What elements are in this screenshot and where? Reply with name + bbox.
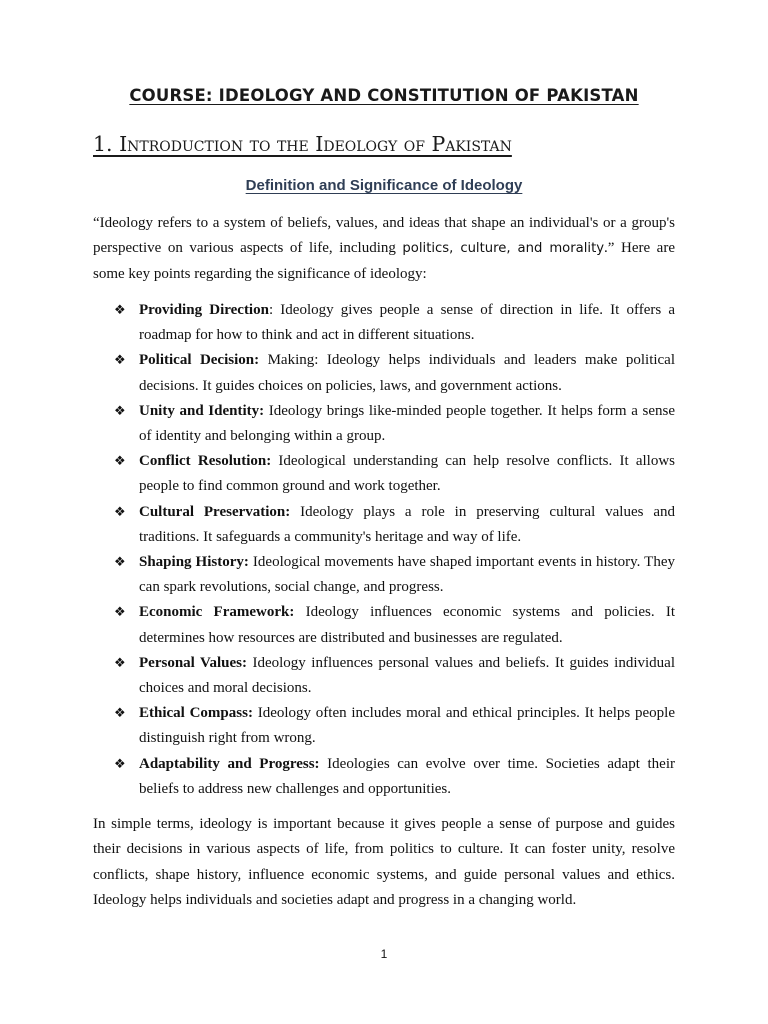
intro-paragraph bbox=[93, 211, 675, 287]
diamond-bullet-icon: ❖ bbox=[114, 454, 126, 470]
intro-text-after: .” Here are some key points regarding the significance of ideology: bbox=[93, 240, 675, 282]
course-title: COURSE: IDEOLOGY AND CONSTITUTION OF PAKISTAN bbox=[129, 86, 639, 105]
diamond-bullet-icon: ❖ bbox=[114, 605, 126, 621]
key-points-list bbox=[93, 298, 675, 802]
key-point-text: Ideology influences personal values and beliefs. It guides individual choices and moral decisions. bbox=[139, 654, 675, 697]
key-point-separator bbox=[294, 604, 305, 620]
key-point-item bbox=[93, 449, 675, 499]
chapter-title: 1. Introduction to the Ideology of Pakistan bbox=[93, 132, 512, 156]
key-point-item bbox=[93, 651, 675, 701]
key-point-text: Ideology plays a role in preserving cultural values and traditions. It safeguards a community's heritage and way of life. bbox=[139, 503, 675, 545]
key-point-item bbox=[93, 298, 675, 348]
key-point-term: Cultural Preservation: bbox=[139, 503, 291, 520]
key-point-term: Ethical Compass: bbox=[139, 705, 253, 722]
key-point-text: Ideological movements have shaped important events in history. They can spark revolutions, social change, and progress. bbox=[139, 554, 676, 596]
intro-terms: politics, culture, and morality bbox=[402, 241, 605, 257]
key-point-text: Ideology brings like-minded people together. It helps form a sense of identity and belonging within a group. bbox=[139, 402, 676, 445]
key-point-text: Making: Ideology helps individuals and leaders make political decisions. It guides choices on policies, laws, and government actions. bbox=[139, 352, 676, 394]
key-point-term: Providing Direction bbox=[139, 302, 269, 318]
diamond-bullet-icon: ❖ bbox=[114, 756, 126, 772]
intro-text-before: “Ideology refers to a system of beliefs, values, and ideas that shape an individual's or a group's perspective on various aspects of life, including bbox=[93, 215, 675, 257]
key-point-text: Ideology influences economic systems and policies. It determines how resources are distributed and businesses are regulated. bbox=[139, 604, 675, 646]
key-point-separator bbox=[290, 504, 300, 520]
key-point-term: Unity and Identity: bbox=[139, 402, 265, 419]
summary-paragraph: In simple terms, ideology is important because it gives people a sense of purpose and guides their decisions in various aspects of life, from politics to culture. It can foster unity, resolve conflicts, shape history, influence economic systems, and guide personal values and ethics. Ideology helps individuals and societies adapt and progress in a changing world. bbox=[93, 816, 675, 908]
key-point-item bbox=[93, 701, 675, 751]
diamond-bullet-icon: ❖ bbox=[114, 403, 126, 419]
key-point-item bbox=[93, 752, 675, 802]
key-point-term: Conflict Resolution: bbox=[139, 453, 272, 470]
key-point-item bbox=[93, 600, 675, 650]
key-point-text: Ideological understanding can help resolve conflicts. It allows people to find common ground and work together. bbox=[139, 453, 676, 495]
key-point-term: Personal Values: bbox=[139, 654, 247, 671]
key-point-term: Political Decision: bbox=[139, 352, 260, 369]
key-point-item bbox=[93, 348, 675, 398]
section-title: Definition and Significance of Ideology bbox=[245, 177, 523, 194]
key-point-item bbox=[93, 399, 675, 449]
key-point-text: Ideology often includes moral and ethical principles. It helps people distinguish right from wrong. bbox=[139, 705, 675, 747]
key-point-term: Shaping History: bbox=[139, 554, 249, 571]
diamond-bullet-icon: ❖ bbox=[114, 353, 126, 369]
key-point-term: Adaptability and Progress: bbox=[139, 755, 320, 772]
diamond-bullet-icon: ❖ bbox=[114, 303, 126, 318]
page-number: 1 bbox=[380, 947, 388, 961]
key-point-separator: : bbox=[268, 302, 281, 318]
key-point-text: Ideology gives people a sense of direction in life. It offers a roadmap for how to think and act in different situations. bbox=[139, 302, 676, 344]
diamond-bullet-icon: ❖ bbox=[114, 504, 126, 520]
diamond-bullet-icon: ❖ bbox=[114, 555, 126, 571]
key-point-term: Economic Framework: bbox=[139, 604, 295, 621]
diamond-bullet-icon: ❖ bbox=[114, 655, 126, 671]
key-point-text: Ideologies can evolve over time. Societies adapt their beliefs to address new challenges and opportunities. bbox=[139, 755, 675, 797]
key-point-item bbox=[93, 500, 675, 550]
key-point-item bbox=[93, 550, 675, 600]
key-point-separator bbox=[259, 352, 267, 368]
diamond-bullet-icon: ❖ bbox=[114, 706, 126, 722]
